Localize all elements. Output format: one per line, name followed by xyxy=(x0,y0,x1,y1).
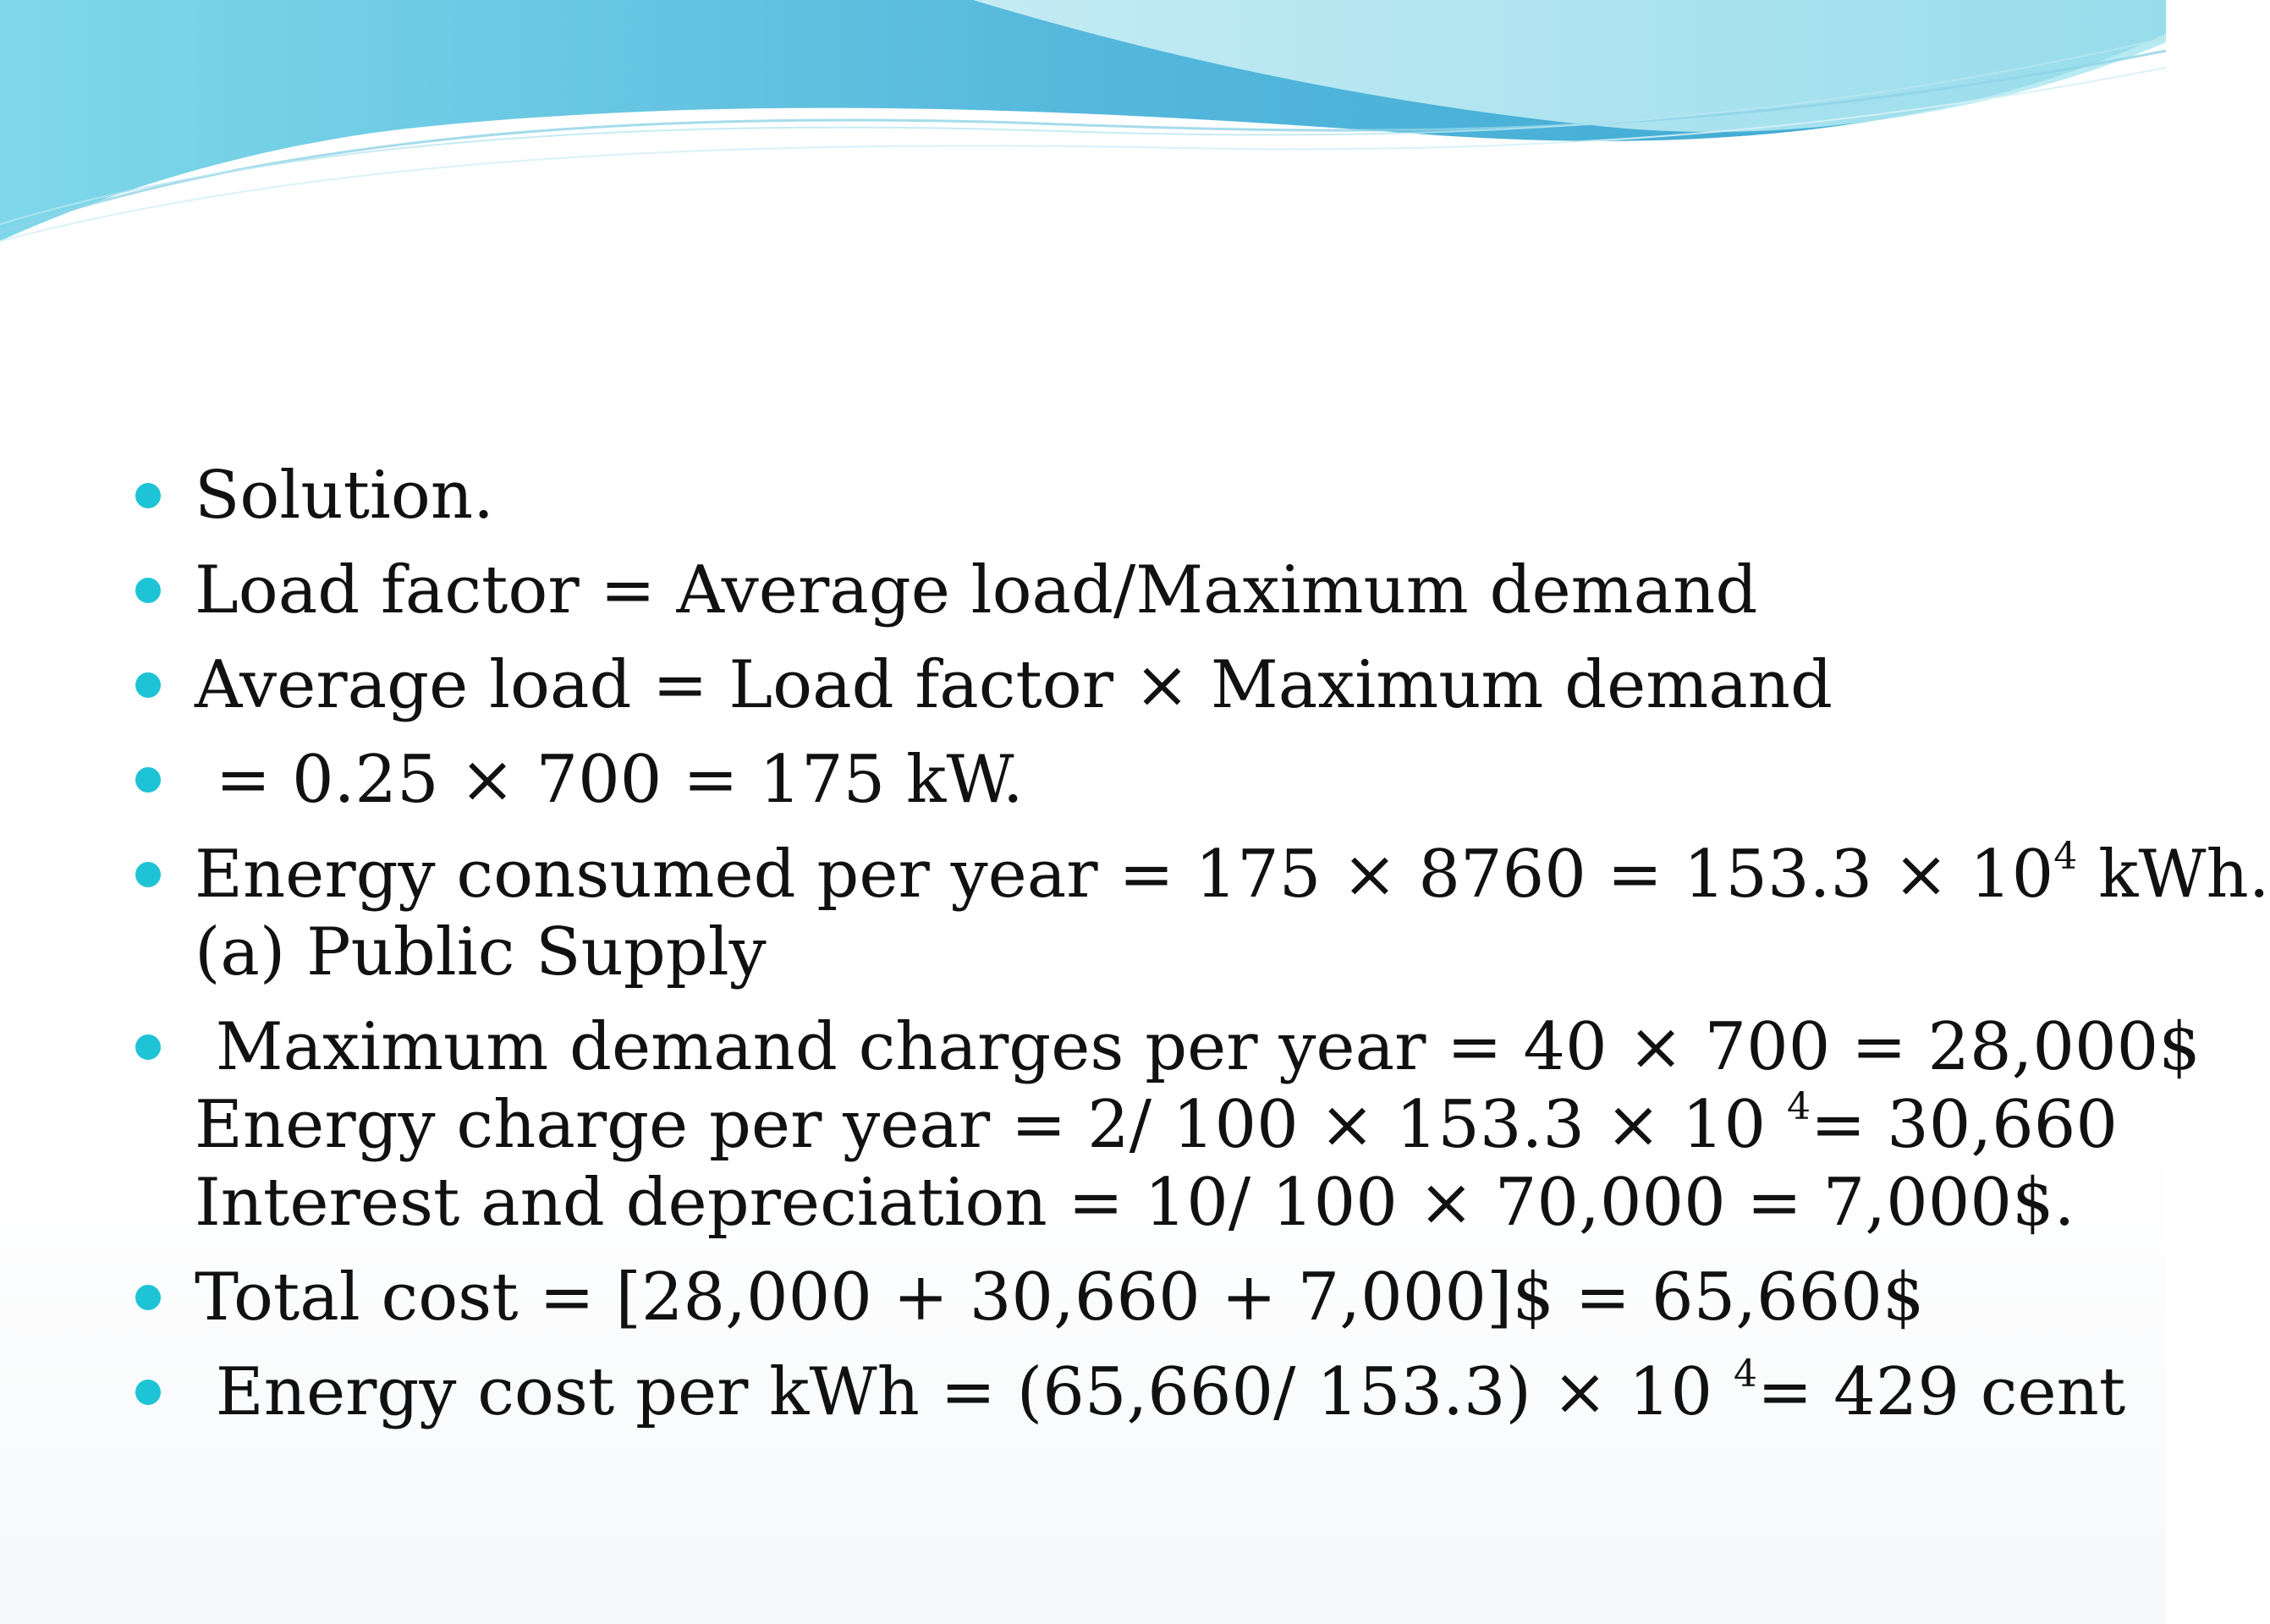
bullet-dot-icon xyxy=(135,483,161,508)
bullet-dot-icon xyxy=(135,767,161,793)
bullet-item-average-load xyxy=(127,646,2073,724)
superscript: 4 xyxy=(1786,1085,1811,1128)
superscript: 4 xyxy=(2053,835,2078,878)
bullet-text-line-1: Maximum demand charges per year = 40 × 700 = 28,000$ xyxy=(195,1009,2201,1085)
bullet-dot-icon xyxy=(135,1380,161,1405)
bullet-item-solution xyxy=(127,457,2073,535)
text-part: Energy charge per year = 2/ 100 × 153.3 × 10 xyxy=(195,1087,1787,1163)
bullet-item-total-cost xyxy=(127,1259,2073,1336)
bullet-dot-icon xyxy=(135,1034,161,1060)
bullet-text: Average load = Load factor × Maximum demand xyxy=(195,647,1833,723)
bullet-text: Load factor = Average load/Maximum demand xyxy=(195,552,1758,628)
text-part: Energy cost per kWh = (65,660/ 153.3) × 10 xyxy=(195,1354,1734,1430)
text-part: = 30,660 xyxy=(1810,1087,2119,1163)
bullet-dot-icon xyxy=(135,862,161,887)
bullet-text-line-3: Interest and depreciation = 10/ 100 × 70,000 = 7,000$. xyxy=(195,1165,2075,1241)
bullet-text: Total cost = [28,000 + 30,660 + 7,000]$ = 65,660$ xyxy=(195,1259,1925,1336)
bullet-dot-icon xyxy=(135,672,161,698)
bullet-dot-icon xyxy=(135,1285,161,1310)
text-part: kWh. xyxy=(2077,837,2270,913)
header-wave-banner xyxy=(0,0,2166,271)
bullet-item-public-supply-costs xyxy=(127,1008,2201,1242)
bullet-item-energy-consumed xyxy=(127,835,2270,991)
bullet-text xyxy=(195,1352,2126,1431)
text-part: Energy consumed per year = 175 × 8760 = 153.3 × 10 xyxy=(195,837,2054,913)
bullet-text-line-2 xyxy=(195,1085,2119,1164)
bullet-text-line-2: (a) Public Supply xyxy=(195,914,767,990)
bullet-list xyxy=(127,457,2270,1448)
bullet-text: = 0.25 × 700 = 175 kW. xyxy=(195,742,1024,818)
bullet-text: Solution. xyxy=(195,458,494,534)
bullet-item-energy-cost-per-kwh xyxy=(127,1352,2126,1431)
bullet-dot-icon xyxy=(135,578,161,603)
bullet-item-load-factor xyxy=(127,551,2073,629)
superscript: 4 xyxy=(1733,1352,1757,1396)
bullet-text-line-1 xyxy=(195,835,2270,914)
bullet-item-average-load-value xyxy=(127,741,2073,819)
text-part: = 429 cent xyxy=(1756,1354,2126,1430)
